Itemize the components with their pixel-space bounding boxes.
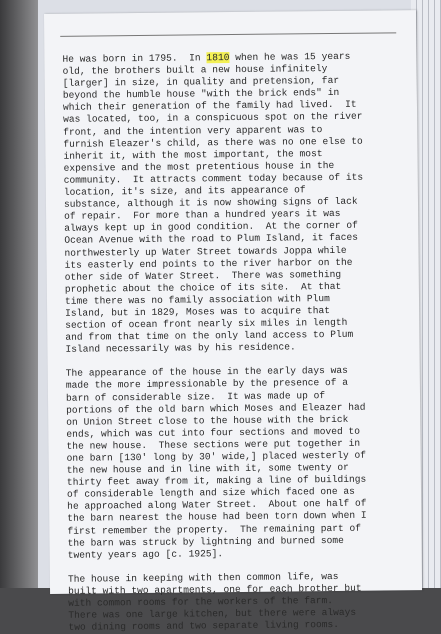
text-line: always kept up in good condition. At the corner of [64,220,358,235]
text-line: its easterly end points to the river harbor on the [64,256,353,271]
text-line: barn of considerable size. It was made up of [65,389,326,404]
text-line: twenty years ago [c. 1925]. [67,547,224,561]
text-line: and from that time on the only land access to Plum [65,328,354,343]
text-line: expensive and the most pretentious house in the [63,159,335,174]
text-line: was located, too, in a conspicuous spot on the river [63,111,363,126]
text-line: The appearance of the house in the early days was [65,365,348,380]
text-line: time there was no family association with Plum [64,292,330,307]
text-line: the new house and in line with it, some twenty or [66,461,349,476]
text-line: There was one large kitchen, but there were always [68,606,357,621]
text-line: two dining rooms and two separate living rooms. [68,619,340,633]
text-line: portions of the old barn which Moses and Eleazer had [66,401,366,416]
text-line: thirty feet away from it, making a line of buildings [66,473,367,488]
text-line: [larger] in size, in quality and pretension, far [62,75,340,89]
text-line: location, it's size, and its appearance of [63,184,306,198]
text-line: made the more impressionable by the presence of a [65,377,349,392]
text-line: other side of Water Street. There was something [64,268,342,283]
text-line: old, the brothers built a new house infinitely [62,63,328,77]
header-rule [60,32,396,37]
text-line: of considerable length and size which faced one as [66,486,355,501]
text-line: the barn nearest the house had been torn down when I [67,510,367,525]
typed-page [44,10,422,633]
text-line: section of ocean front nearly six miles in length [65,316,348,331]
text-line: substance, although it is now showing signs of lack [63,195,358,210]
binder-edge [0,0,42,588]
text-line: front, and the intention very apparent was to [63,123,323,138]
text-line: Island necessarily was by his residence. [65,341,296,356]
text-line: beyond the humble house "with the brick ends" in [62,87,340,102]
text-line: The house in keeping with then common life, was [67,570,339,585]
text-line: furnish Eleazer's child, as there was no one else to [63,135,363,150]
text-line: the new house. These sections were put together in [66,437,361,452]
text-line: Island, but in 1829, Moses was to acquire that [65,304,331,319]
text-line: which their generation of the family had lived. It [62,99,357,114]
text-line: of repair. For more than a hundred years it was [64,208,341,223]
text-line: community. It attracts comment today because of its [63,171,364,186]
text-line: inherit it, with the most important, the most [63,147,323,162]
text-line: the barn was struck by lightning and burned some [67,534,344,549]
text-line: one barn [130' long by 30' wide,] placed westerly of [66,449,367,464]
text-line: with common rooms for the workers of the farm. [68,595,334,609]
text-line: He was born in 1795. In 1810 when he was 15 years [62,50,351,65]
text-line: prophetic about the choice of its site. At that [64,280,342,295]
text-line: built with two apartments, one for each brother but [67,582,362,597]
highlighted-year: 1810 [206,52,230,64]
text-line: he approached along Water Street. About one half of [67,498,367,513]
text-line: ends, which was cut into four sections and moved to [66,425,361,440]
text-line: Ocean Avenue with the road to Plum Island, it faces [64,232,359,247]
text-line: on Union Street close to the house with the brick [66,413,349,428]
text-line: first remember the property. The remaining part of [67,522,362,537]
document-body [62,50,416,634]
text-line: northwesterly up Water Street towards Joppa while [64,244,347,259]
